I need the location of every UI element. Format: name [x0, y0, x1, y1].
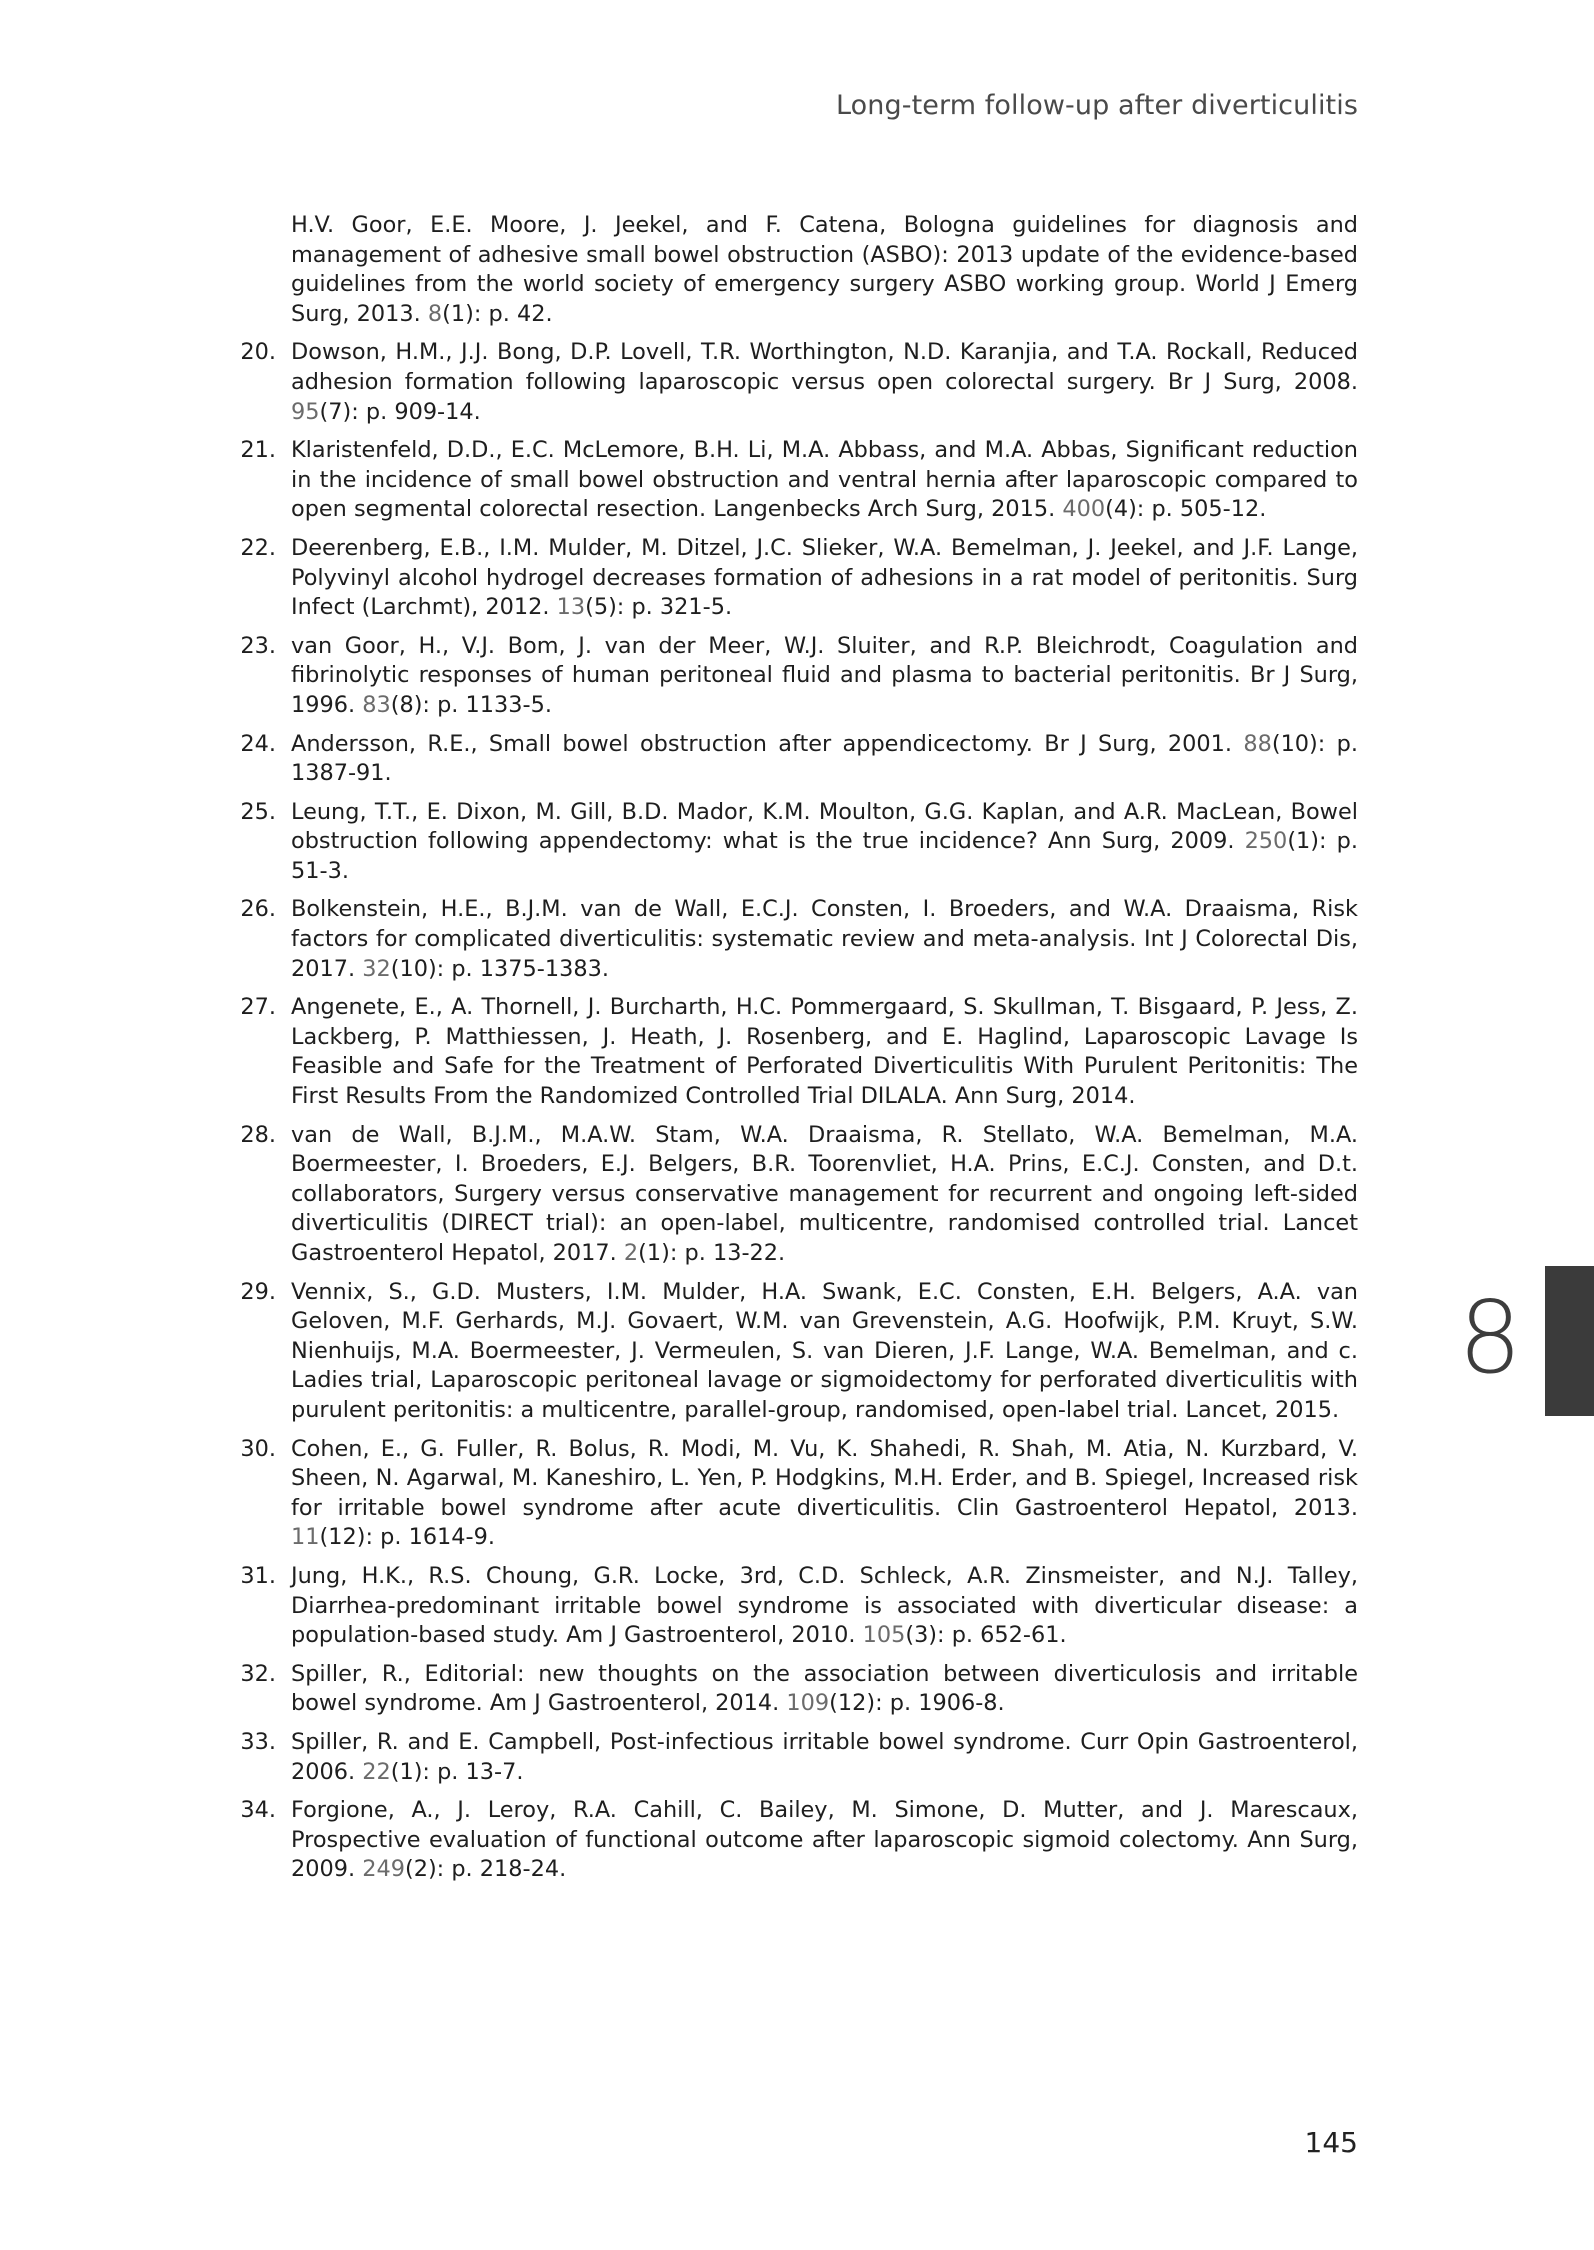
- reference-volume: 88: [1243, 730, 1272, 757]
- reference-pages: (10): p. 1387-91.: [291, 730, 1358, 787]
- reference-volume: 83: [362, 691, 391, 718]
- chapter-number: 8: [1458, 1279, 1522, 1396]
- reference-volume: 13: [556, 594, 586, 621]
- reference-pages: (5): p. 321-5.: [585, 594, 733, 621]
- reference-volume: 2: [623, 1240, 639, 1266]
- reference-number: 22.: [240, 534, 276, 561]
- reference-volume: 8: [427, 300, 443, 327]
- reference-pages: (1): p. 13-22.: [638, 1240, 786, 1266]
- reference-pages: (12): p. 1906-8.: [829, 1690, 1005, 1717]
- reference-text: Dowson, H.M., J.J. Bong, D.P. Lovell, T.R. Worthington, N.D. Karanjia, and T.A. Rockall, Reduced adhesion formation following laparoscopic versus open colorectal surgery. Br J Surg, 2008.: [291, 339, 1358, 395]
- reference-text: Leung, T.T., E. Dixon, M. Gill, B.D. Mador, K.M. Moulton, G.G. Kaplan, and A.R. MacLean, Bowel obstruction following appendectomy: what is the true incidence? Ann Surg, 2009.: [291, 798, 1358, 855]
- reference-number: 26.: [240, 896, 276, 923]
- chapter-tab: [1545, 1266, 1594, 1416]
- reference-text: Jung, H.K., R.S. Choung, G.R. Locke, 3rd, C.D. Schleck, A.R. Zinsmeister, and N.J. Talley, Diarrhea-predominant irritable bowel syndrome is associated with diverticular disease: a population-based study. Am J Gastroenterol, 2010.: [291, 1562, 1358, 1649]
- reference-number: 34.: [240, 1797, 276, 1824]
- reference-volume: 109: [786, 1690, 830, 1717]
- reference-text: Angenete, E., A. Thornell, J. Burcharth, H.C. Pommergaard, S. Skullman, T. Bisgaard, P. Jess, Z. Lackberg, P. Matthiessen, J. Heath, J. Rosenberg, and E. Haglind, Laparoscopic Lavage Is Feasible and Safe for the Treatment of Perforated Diverticulitis With Purulent Peritonitis: The First Results From the Randomized Controlled Trial DILALA. Ann Surg, 2014.: [291, 994, 1358, 1110]
- reference-volume: 105: [862, 1622, 906, 1649]
- reference-number: 31.: [240, 1562, 276, 1589]
- reference-item: [226, 1562, 1358, 1651]
- running-header: Long-term follow-up after diverticulitis: [836, 90, 1358, 121]
- reference-volume: 250: [1244, 828, 1288, 855]
- reference-text: Vennix, S., G.D. Musters, I.M. Mulder, H.A. Swank, E.C. Consten, E.H. Belgers, A.A. van Geloven, M.F. Gerhards, M.J. Govaert, W.M. van Grevenstein, A.G. Hoofwijk, P.M. Kruyt, S.W. Nienhuijs, M.A. Boermeester, J. Vermeulen, S. van Dieren, J.F. Lange, W.A. Bemelman, and c. Ladies trial, Laparoscopic peritoneal lavage or sigmoidectomy for perforated diverticulitis with purulent peritonitis: a multicentre, parallel-group, randomised, open-label trial. Lancet, 2015.: [291, 1278, 1358, 1423]
- reference-number: 25.: [240, 798, 276, 825]
- reference-text: Cohen, E., G. Fuller, R. Bolus, R. Modi, M. Vu, K. Shahedi, R. Shah, M. Atia, N. Kurzbard, V. Sheen, N. Agarwal, M. Kaneshiro, L. Yen, P. Hodgkins, M.H. Erder, and B. Spiegel, Increased risk for irritable bowel syndrome after acute diverticulitis. Clin Gastroenterol Hepatol, 2013.: [291, 1435, 1358, 1521]
- reference-text: van Goor, H., V.J. Bom, J. van der Meer, W.J. Sluiter, and R.P. Bleichrodt, Coagulation and fibrinolytic responses of human peritoneal fluid and plasma to bacterial peritonitis. Br J Surg, 1996.: [291, 632, 1358, 718]
- reference-number: 21.: [240, 437, 276, 464]
- reference-item: [226, 1728, 1358, 1787]
- reference-text: Bolkenstein, H.E., B.J.M. van de Wall, E.C.J. Consten, I. Broeders, and W.A. Draaisma, Risk factors for complicated diverticulitis: systematic review and meta-analysis. Int J Colorectal Dis, 2017.: [291, 896, 1358, 982]
- reference-pages: (4): p. 505-12.: [1105, 496, 1267, 523]
- reference-text: Forgione, A., J. Leroy, R.A. Cahill, C. Bailey, M. Simone, D. Mutter, and J. Marescaux, Prospective evaluation of functional outcome after laparoscopic sigmoid colectomy. Ann Surg, 2009.: [291, 1797, 1358, 1883]
- reference-item: [226, 1278, 1358, 1426]
- reference-item: [226, 895, 1358, 984]
- reference-item: [226, 211, 1358, 329]
- reference-volume: 32: [362, 955, 391, 982]
- reference-text: Spiller, R., Editorial: new thoughts on the association between diverticulosis and irritable bowel syndrome. Am J Gastroenterol, 2014.: [291, 1660, 1358, 1717]
- reference-item: [226, 798, 1358, 887]
- reference-pages: (2): p. 218-24.: [404, 1856, 567, 1883]
- reference-number: 30.: [240, 1435, 276, 1462]
- reference-number: 24.: [240, 730, 276, 757]
- reference-pages: (7): p. 909-14.: [319, 398, 481, 425]
- reference-item: [226, 436, 1358, 525]
- reference-text: van de Wall, B.J.M., M.A.W. Stam, W.A. Draaisma, R. Stellato, W.A. Bemelman, M.A. Boermeester, I. Broeders, E.J. Belgers, B.R. Toorenvliet, H.A. Prins, E.C.J. Consten, and D.t. collaborators, Surgery versus conservative management for recurrent and ongoing left-sided diverticulitis (DIRECT trial): an open-label, multicentre, randomised controlled trial. Lancet Gastroenterol Hepatol, 2017.: [291, 1121, 1358, 1266]
- reference-volume: 95: [291, 398, 320, 425]
- reference-volume: 249: [362, 1856, 405, 1883]
- reference-number: 29.: [240, 1278, 276, 1305]
- page-number: 145: [1304, 2126, 1358, 2159]
- reference-item: [226, 1796, 1358, 1885]
- reference-item: [226, 338, 1358, 427]
- reference-pages: (1): p. 51-3.: [291, 828, 1358, 884]
- reference-item: [226, 632, 1358, 721]
- reference-number: 28.: [240, 1121, 276, 1148]
- reference-number: 23.: [240, 632, 276, 659]
- reference-item: [226, 1660, 1358, 1719]
- reference-volume: 400: [1062, 496, 1106, 523]
- reference-pages: (10): p. 1375-1383.: [390, 955, 609, 982]
- reference-volume: 11: [291, 1524, 320, 1551]
- reference-number: 33.: [240, 1728, 276, 1755]
- reference-number: 20.: [240, 339, 276, 366]
- reference-volume: 22: [362, 1758, 391, 1785]
- reference-number: 32.: [240, 1660, 276, 1687]
- reference-item: [226, 1121, 1358, 1269]
- reference-pages: (8): p. 1133-5.: [390, 691, 552, 718]
- reference-pages: (1): p. 42.: [442, 300, 553, 327]
- reference-pages: (3): p. 652-61.: [905, 1622, 1067, 1649]
- reference-pages: (1): p. 13-7.: [390, 1758, 524, 1785]
- reference-text: Deerenberg, E.B., I.M. Mulder, M. Ditzel, J.C. Slieker, W.A. Bemelman, J. Jeekel, and J.F. Lange, Polyvinyl alcohol hydrogel decreases formation of adhesions in a rat model of peritonitis. Surg Infect (Larchmt), 2012.: [291, 534, 1358, 621]
- reference-text: H.V. Goor, E.E. Moore, J. Jeekel, and F. Catena, Bologna guidelines for diagnosis and management of adhesive small bowel obstruction (ASBO): 2013 update of the evidence-based guidelines from the world society of emergency surgery ASBO working group. World J Emerg Surg, 2013.: [291, 212, 1358, 327]
- reference-text: Andersson, R.E., Small bowel obstruction after appendicectomy. Br J Surg, 2001.: [291, 730, 1244, 757]
- reference-text: Spiller, R. and E. Campbell, Post-infectious irritable bowel syndrome. Curr Opin Gastroenterol, 2006.: [291, 1728, 1358, 1785]
- reference-pages: (12): p. 1614-9.: [319, 1524, 495, 1551]
- reference-item: [226, 534, 1358, 623]
- reference-number: 27.: [240, 994, 276, 1021]
- reference-text: Klaristenfeld, D.D., E.C. McLemore, B.H. Li, M.A. Abbass, and M.A. Abbas, Significant reduction in the incidence of small bowel obstruction and ventral hernia after laparoscopic compared to open segmental colorectal resection. Langenbecks Arch Surg, 2015.: [291, 437, 1358, 523]
- reference-item: [226, 1435, 1358, 1553]
- reference-item: [226, 730, 1358, 789]
- reference-item: [226, 993, 1358, 1111]
- reference-list: [226, 211, 1358, 1894]
